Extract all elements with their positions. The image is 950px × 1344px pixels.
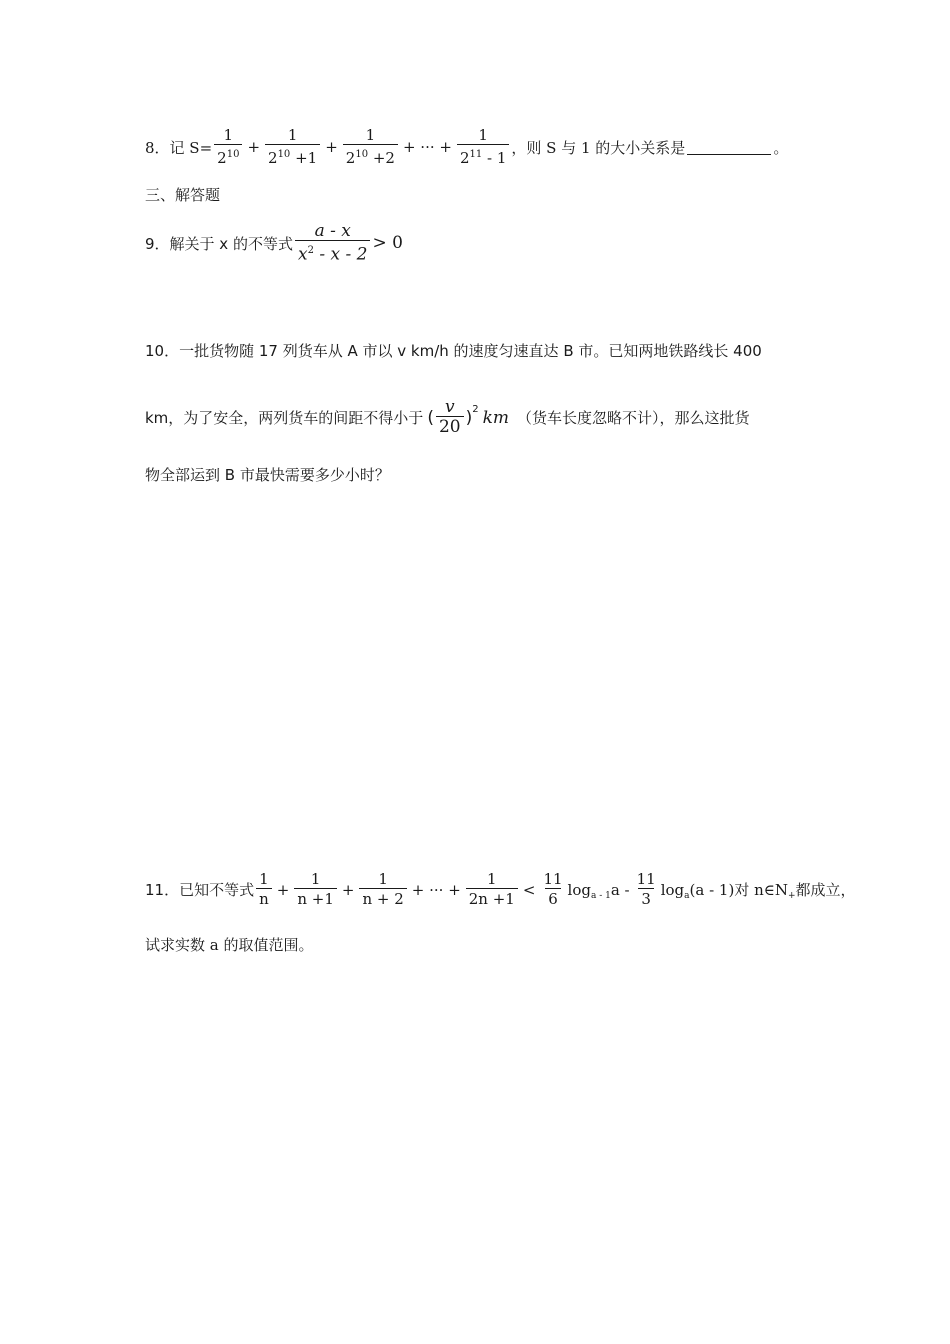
question-10-line-1: 10．一批货物随 17 列货车从 A 市以 v km/h 的速度匀速直达 B 市。已知两地铁路线长 400 (145, 342, 762, 360)
q8-suffix: ，则 S 与 1 的大小关系是 (511, 138, 686, 157)
question-10-line-3: 物全部运到 B 市最快需要多少小时？ (145, 466, 390, 484)
q9-fraction: $\frac{a - x}{x^2 - x - 2}$ (295, 222, 370, 265)
q11-coef-2: $\frac{11}{3}$ (636, 870, 656, 908)
q11-fraction-3: $\frac{1}{n + 2}$ (359, 870, 406, 909)
q8-fraction-3: $\frac{1}{2^{10} +2}$ (343, 126, 398, 168)
question-10-line-2: km，为了安全，两列货车的间距不得小于 ( $\frac{v}{20}$ ) $^2$ km （货车长度忽略不计），那么这批货 (145, 397, 750, 437)
q11-fraction-1: $\frac{1}{n}$ (256, 870, 272, 909)
q11-fraction-2: $\frac{1}{n +1}$ (294, 870, 337, 909)
question-11-line-1: 11．已知不等式 $\frac{1}{n}$ + $\frac{1}{n +1}$ + $\frac{1}{n + 2}$ + ··· + $\frac{1}{2n +1}$ < $\frac{11}{6}$ log $_{a - 1}$ a - $\frac{11}{3}$ log $_a$ (a - 1) 对 n∈N $_+$ 都成立， (145, 870, 856, 908)
q8-fraction-2: $\frac{1}{2^{10} +1}$ (265, 126, 320, 168)
q8-fraction-1: $\frac{1}{2^{10}}$ (214, 126, 242, 168)
q8-prefix: 8．记 S= (145, 138, 213, 157)
q8-fraction-4: $\frac{1}{2^{11} - 1}$ (457, 126, 509, 168)
q11-fraction-4: $\frac{1}{2n +1}$ (466, 870, 518, 909)
q9-prefix: 9．解关于 x 的不等式 (145, 234, 293, 253)
q10-fraction: $\frac{v}{20}$ (436, 398, 464, 437)
section-title: 三、解答题 (145, 186, 221, 204)
question-8: 8．记 S= $\frac{1}{2^{10}}$ + $\frac{1}{2^{10} +1}$ + $\frac{1}{2^{10} +2}$ + ··· + $\frac{1}{2^{11} - 1}$ ，则 S 与 1 的大小关系是 。 (145, 126, 789, 167)
q9-rhs: > 0 (372, 233, 403, 254)
q11-coef-1: $\frac{11}{6}$ (543, 870, 563, 908)
question-11-line-2: 试求实数 a 的取值范围。 (145, 936, 314, 954)
q8-answer-blank[interactable] (687, 140, 771, 155)
question-9 (145, 222, 403, 265)
section-heading (145, 184, 220, 205)
